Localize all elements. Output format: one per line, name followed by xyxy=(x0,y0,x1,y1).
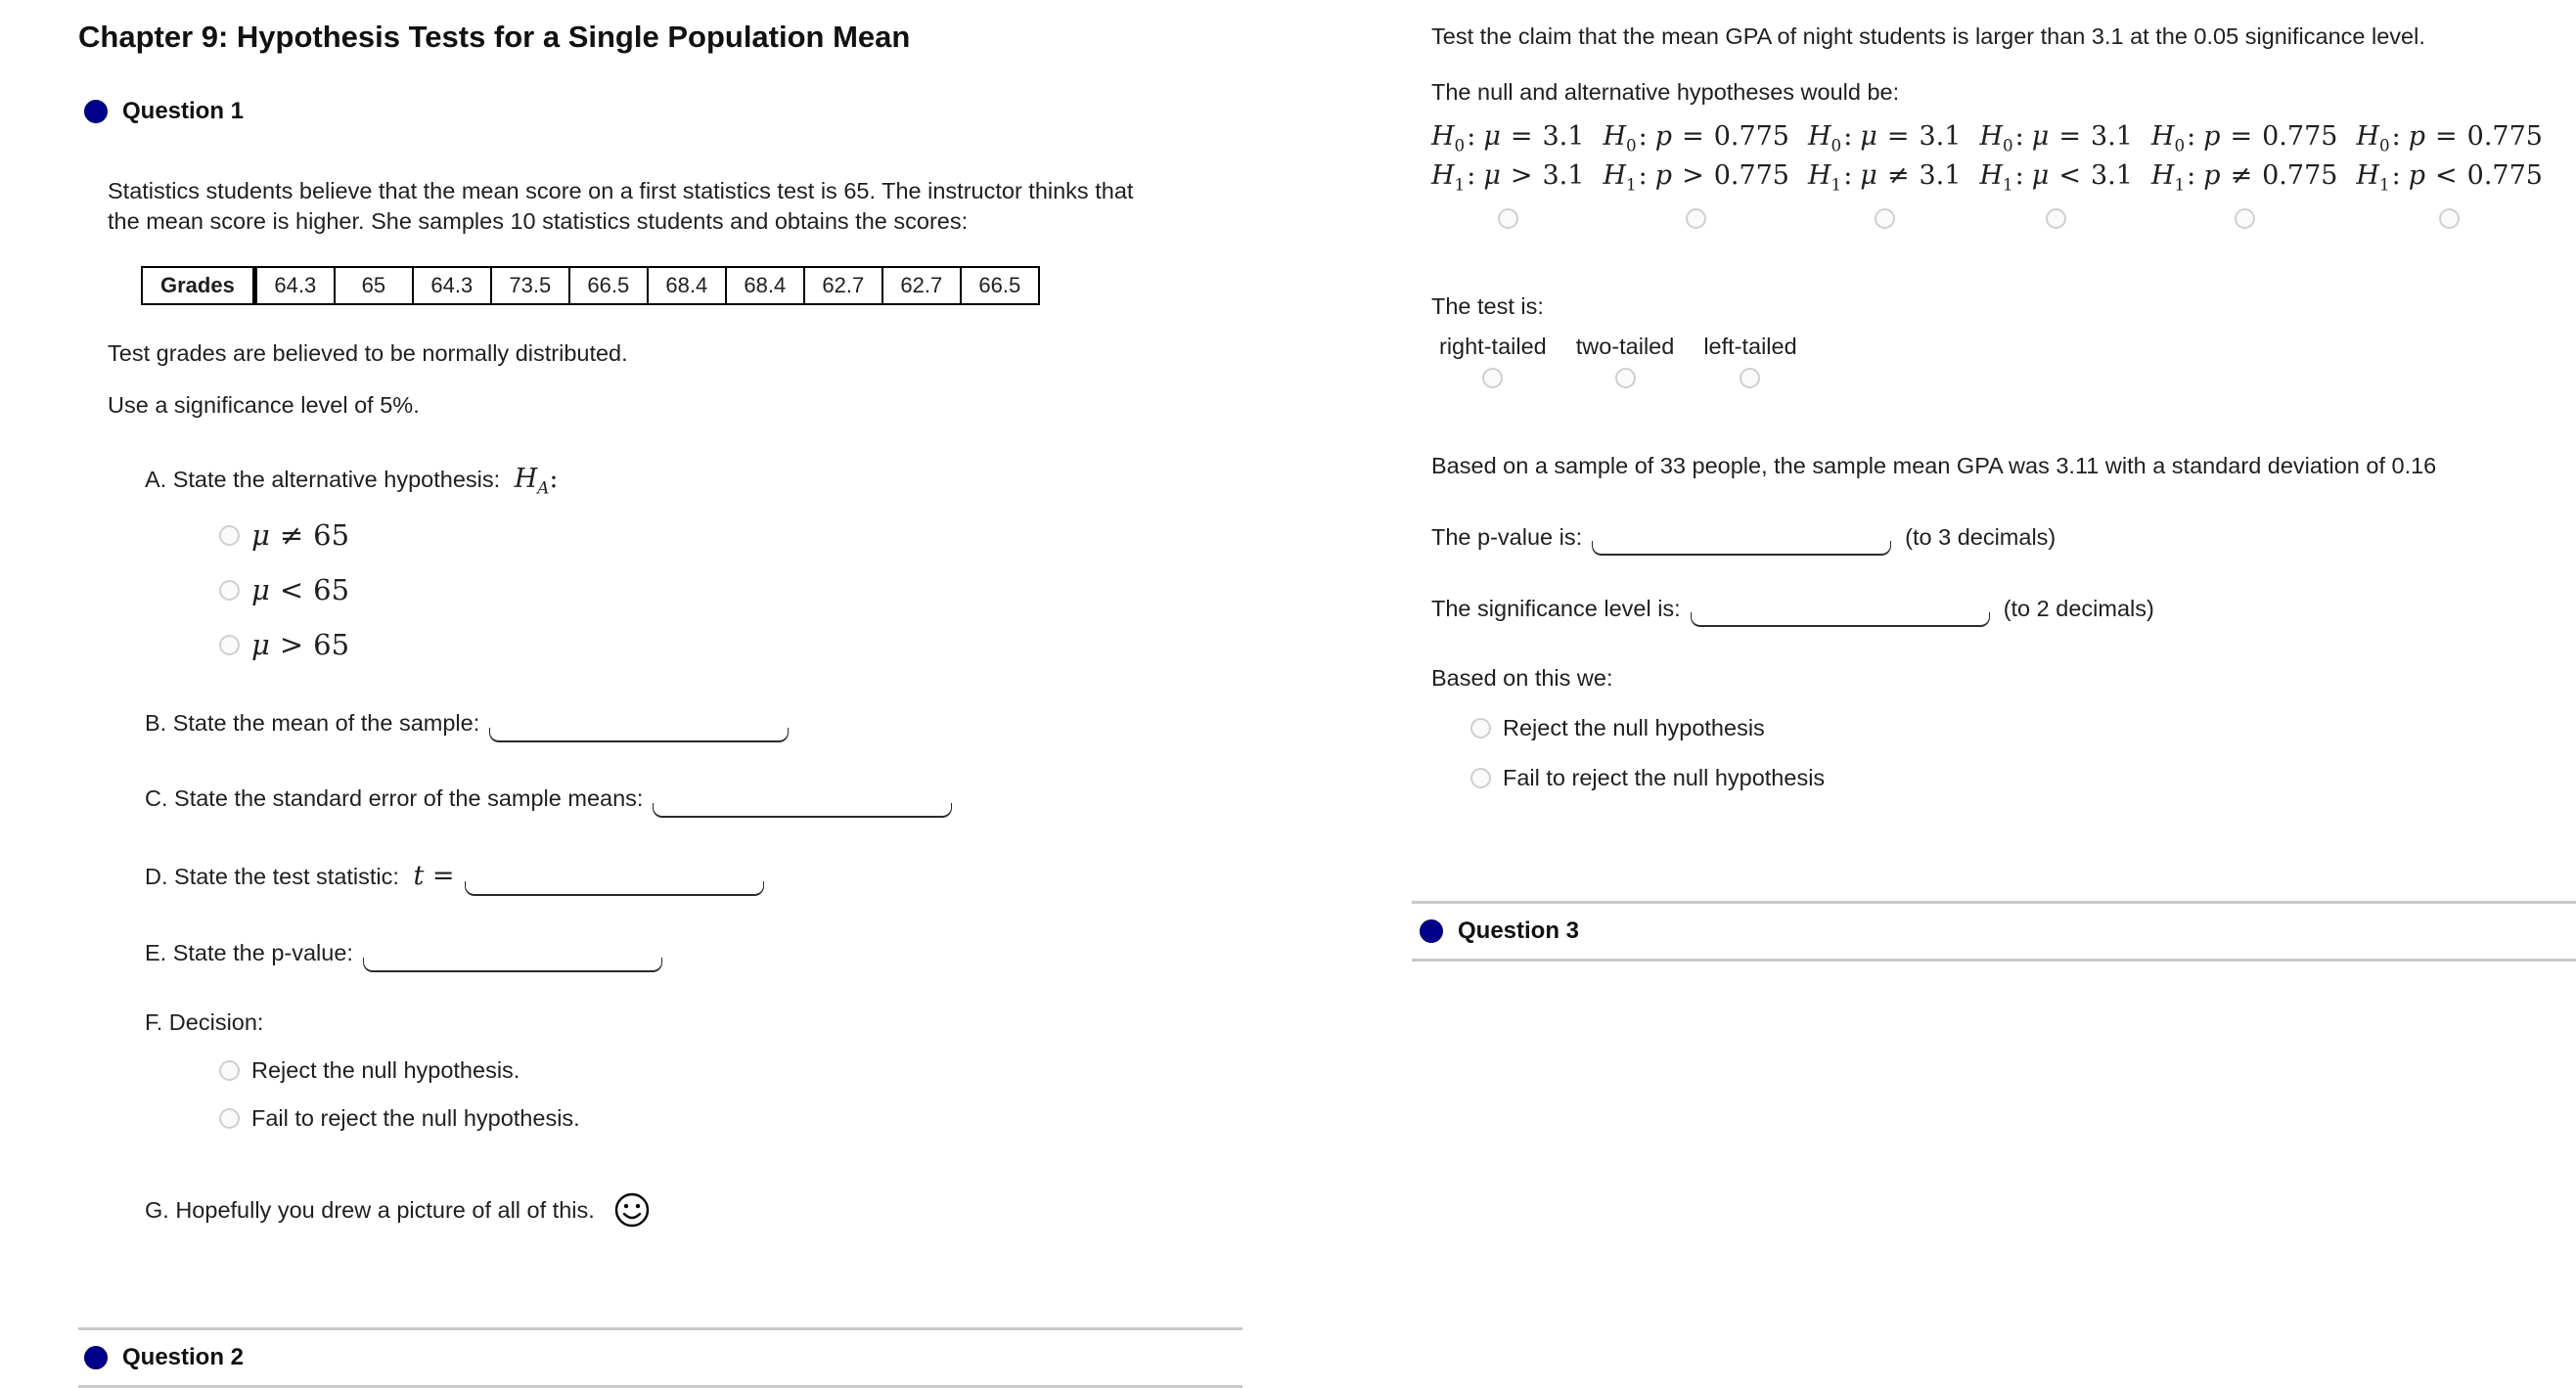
question-3-label: Question 3 xyxy=(1458,917,1580,944)
significance-row xyxy=(1431,596,2573,622)
p-value-hint: (to 3 decimals) xyxy=(1905,523,2056,550)
alt-hypothesis-radio[interactable] xyxy=(219,635,240,655)
test-is-label: The test is: xyxy=(1431,292,1544,319)
significance-hint: (to 2 decimals) xyxy=(2003,595,2154,621)
question-3-section xyxy=(1412,901,2576,962)
normal-note: Test grades are believed to be normally distributed. xyxy=(108,340,628,366)
grade-cell: 65 xyxy=(335,267,413,304)
hypothesis-options xyxy=(1431,121,2573,229)
tail-options xyxy=(1439,334,2573,388)
alt-hypothesis-option: μ > 65 xyxy=(219,628,1243,661)
part-d-label: D. State the test statistic: xyxy=(145,864,399,890)
hypothesis-radio[interactable] xyxy=(2439,208,2460,229)
alt-hypothesis-options xyxy=(78,518,1243,661)
part-d-row: D. State the test statistic: t = xyxy=(145,861,1243,891)
divider xyxy=(1412,901,2576,904)
question-1-label: Question 1 xyxy=(122,98,245,124)
p-value-label: The p-value is: xyxy=(1431,523,1583,550)
hypothesis-option: $H_0$: p = 0.775 $H_1$: p > 0.775 xyxy=(1603,121,1789,229)
divider xyxy=(1412,959,2576,962)
alt-hypothesis-option: μ ≠ 65 xyxy=(219,518,1243,552)
significance-label: The significance level is: xyxy=(1431,595,1681,621)
hypothesis-radio[interactable] xyxy=(1686,208,1706,229)
part-b-label: B. State the mean of the sample: xyxy=(145,710,480,737)
question-1-intro xyxy=(108,176,1243,237)
conclusion-radio[interactable] xyxy=(1470,768,1491,788)
test-statistic-input[interactable] xyxy=(465,881,764,896)
hypothesis-option: $H_0$: μ = 3.1 $H_1$: μ ≠ 3.1 xyxy=(1808,121,1961,229)
question-2-marker-dot xyxy=(84,1346,108,1369)
grades-table xyxy=(141,266,1040,305)
left-column xyxy=(78,0,1243,1388)
grade-cell: 66.5 xyxy=(569,267,648,304)
conclusion-option: Reject the null hypothesis xyxy=(1470,715,2573,741)
decision-option: Reject the null hypothesis. xyxy=(219,1057,1243,1084)
based-label: Based on this we: xyxy=(1431,664,1613,691)
part-e-row xyxy=(145,940,1243,966)
intro-line: the mean score is higher. She samples 10 statistics students and obtains the scores: xyxy=(108,208,969,234)
hypothesis-option: $H_0$: μ = 3.1 $H_1$: μ > 3.1 xyxy=(1431,121,1584,229)
grades-table-header: Grades xyxy=(142,267,254,304)
decision-option: Fail to reject the null hypothesis. xyxy=(219,1105,1243,1132)
part-a-label: A. State the alternative hypothesis: $H_A$: xyxy=(145,464,559,498)
question-1-header[interactable] xyxy=(84,98,1243,125)
right-column xyxy=(1431,0,2573,962)
p-value-input[interactable] xyxy=(1592,541,1891,556)
tail-option: right-tailed xyxy=(1439,334,1547,388)
part-f-label: F. Decision: xyxy=(145,1009,264,1036)
alt-hypothesis-option: μ < 65 xyxy=(219,573,1243,606)
question-3-marker-dot xyxy=(1420,919,1443,943)
part-g-row xyxy=(145,1190,1243,1230)
tail-option: left-tailed xyxy=(1703,334,1796,388)
hypothesis-radio[interactable] xyxy=(2235,208,2255,229)
part-e-label: E. State the p-value: xyxy=(145,940,353,966)
grade-cell: 66.5 xyxy=(961,267,1039,304)
grade-cell: 68.4 xyxy=(726,267,804,304)
question-2-intro: Test the claim that the mean GPA of night students is larger than 3.1 at the 0.05 significance level. xyxy=(1431,23,2425,49)
grade-cell: 64.3 xyxy=(254,267,335,304)
part-g-label: G. Hopefully you drew a picture of all of this. xyxy=(145,1196,595,1223)
question-2-label: Question 2 xyxy=(122,1344,245,1371)
p-value-row xyxy=(1431,524,2573,551)
grade-cell: 68.4 xyxy=(648,267,726,304)
tail-radio[interactable] xyxy=(1615,368,1636,388)
intro-line: Statistics students believe that the mean score on a first statistics test is 65. The instructor thinks that xyxy=(108,178,1134,203)
hypothesis-radio[interactable] xyxy=(1498,208,1518,229)
page-title: Chapter 9: Hypothesis Tests for a Single Population Mean xyxy=(78,20,911,54)
question-3-header[interactable] xyxy=(1420,918,2576,945)
p-value-input[interactable] xyxy=(363,958,662,972)
question-2-header[interactable] xyxy=(84,1344,1243,1371)
conclusion-option: Fail to reject the null hypothesis xyxy=(1470,765,2573,791)
significance-input[interactable] xyxy=(1691,612,1990,627)
tail-radio[interactable] xyxy=(1482,368,1503,388)
hypotheses-prompt: The null and alternative hypotheses would be: xyxy=(1431,79,1900,105)
alt-hypothesis-radio[interactable] xyxy=(219,580,240,601)
grade-cell: 73.5 xyxy=(491,267,569,304)
significance-note: Use a significance level of 5%. xyxy=(108,392,420,418)
standard-error-input[interactable] xyxy=(653,803,952,818)
decision-radio[interactable] xyxy=(219,1108,240,1129)
hypothesis-radio[interactable] xyxy=(1875,208,1895,229)
conclusion-radio[interactable] xyxy=(1470,718,1491,739)
divider xyxy=(78,1327,1243,1330)
alt-hypothesis-radio[interactable] xyxy=(219,525,240,546)
hypothesis-option: $H_0$: μ = 3.1 $H_1$: μ < 3.1 xyxy=(1979,121,2132,229)
part-b-row xyxy=(145,710,1243,737)
hypothesis-option: $H_0$: p = 0.775 $H_1$: p ≠ 0.775 xyxy=(2151,121,2338,229)
tail-radio[interactable] xyxy=(1740,368,1760,388)
hypothesis-option: $H_0$: p = 0.775 $H_1$: p < 0.775 xyxy=(2356,121,2543,229)
smiley-icon xyxy=(612,1190,652,1230)
decision-radio[interactable] xyxy=(219,1060,240,1081)
question-1-marker-dot xyxy=(84,100,108,123)
conclusion-options xyxy=(1431,715,2573,791)
question-2-section xyxy=(78,1327,1243,1388)
decision-options xyxy=(78,1057,1243,1132)
grade-cell: 62.7 xyxy=(882,267,961,304)
part-c-row xyxy=(145,785,1243,812)
hypothesis-radio[interactable] xyxy=(2046,208,2066,229)
grade-cell: 62.7 xyxy=(804,267,882,304)
sample-mean-input[interactable] xyxy=(489,728,789,742)
grade-cell: 64.3 xyxy=(413,267,491,304)
tail-option: two-tailed xyxy=(1576,334,1675,388)
part-c-label: C. State the standard error of the sample means: xyxy=(145,785,644,812)
sample-note: Based on a sample of 33 people, the sample mean GPA was 3.11 with a standard deviation of 0.16 xyxy=(1431,452,2437,478)
